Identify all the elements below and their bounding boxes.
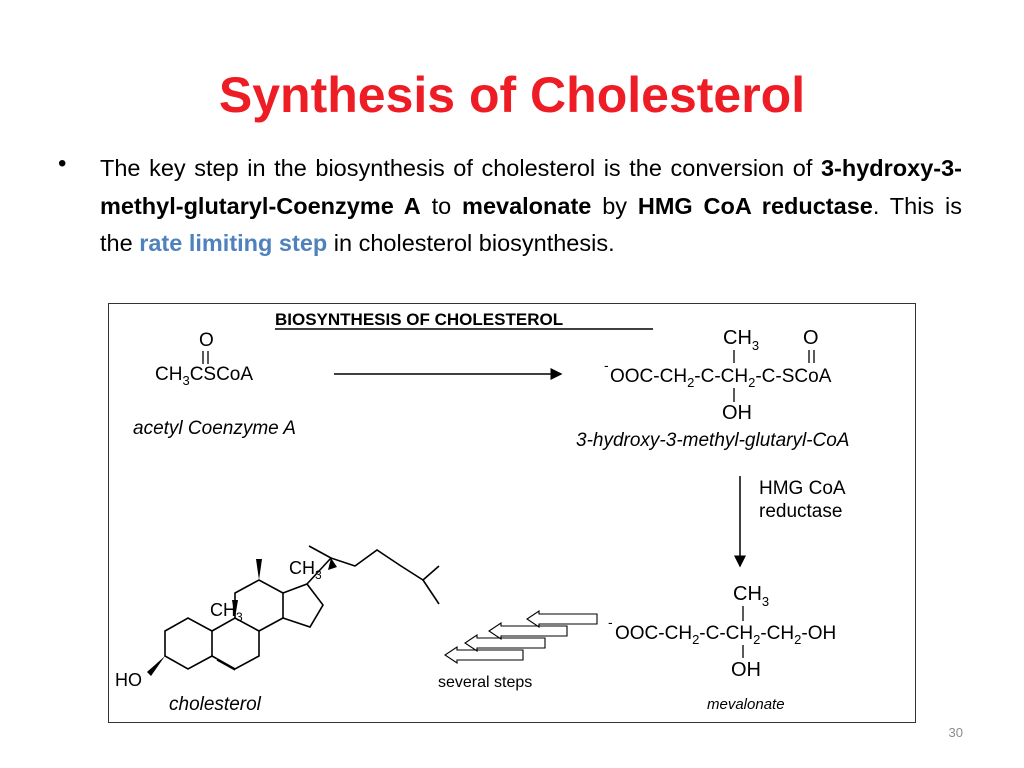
cholesterol-label: cholesterol (169, 694, 261, 715)
acetyl-oxygen: O (199, 330, 214, 351)
text-segment: . This is the (100, 192, 962, 256)
cholesterol-methyl-top: $CH_3$ (289, 558, 322, 582)
hmg-formula: OOC-$CH_2-C-CH_2-C$-SCoA (610, 366, 832, 390)
text-segment: to (420, 192, 463, 219)
acetyl-formula: $CH_3CSCoA$ (155, 364, 254, 388)
rate-limiting-highlight: rate limiting step (139, 230, 328, 256)
acetyl-coa-structure (133, 330, 296, 439)
hmg-coa-term: 3-hydroxy-3-methyl-glutaryl-Coenzyme A (100, 155, 962, 219)
figure-heading: BIOSYNTHESIS OF CHOLESTEROL (275, 310, 564, 329)
mevalonate-label: mevalonate (707, 696, 785, 713)
enzyme-label-line2: reductase (759, 501, 843, 522)
several-steps-arrows (445, 611, 597, 663)
text-segment: in cholesterol biosynthesis. (327, 230, 615, 256)
hmg-coa-structure (576, 327, 849, 451)
hmg-charge: - (604, 357, 609, 373)
mevalonate-formula: OOC-$CH_2-C-CH_2-CH_2-OH$ (615, 623, 837, 647)
bullet-text (100, 150, 962, 263)
hydroxyl-wedge (147, 656, 165, 676)
enzyme-term: HMG CoA reductase (637, 192, 873, 219)
text-segment: by (591, 192, 638, 219)
enzyme-label-line1: HMG CoA (759, 478, 846, 499)
mevalonate-term: mevalonate (462, 192, 592, 219)
hmg-methyl: $CH_3$ (723, 327, 760, 353)
hmg-hydroxyl: OH (722, 402, 752, 424)
hmg-oxygen: O (803, 327, 819, 349)
hmg-coa-label: 3-hydroxy-3-methyl-glutaryl-CoA (576, 430, 850, 451)
cholesterol-methyl-mid: $CH_3$ (210, 600, 243, 624)
mevalonate-structure (608, 583, 836, 713)
several-steps-label: several steps (438, 674, 533, 691)
acetyl-coa-label: acetyl Coenzyme A (133, 418, 296, 439)
text-segment: The key step in the biosynthesis of cholesterol is the conversion of (100, 155, 821, 181)
mevalonate-hydroxyl: OH (731, 659, 761, 681)
slide-title: Synthesis of Cholesterol (218, 67, 806, 123)
pathway-diagram (109, 304, 915, 722)
cholesterol-hydroxyl: HO (115, 670, 142, 690)
bullet-symbol: • (58, 150, 67, 177)
page-number: 30 (948, 725, 963, 740)
methyl-wedge-upper (256, 559, 262, 580)
biosynthesis-figure (108, 303, 916, 723)
mevalonate-methyl: $CH_3$ (733, 583, 770, 609)
mevalonate-charge: - (608, 614, 613, 630)
